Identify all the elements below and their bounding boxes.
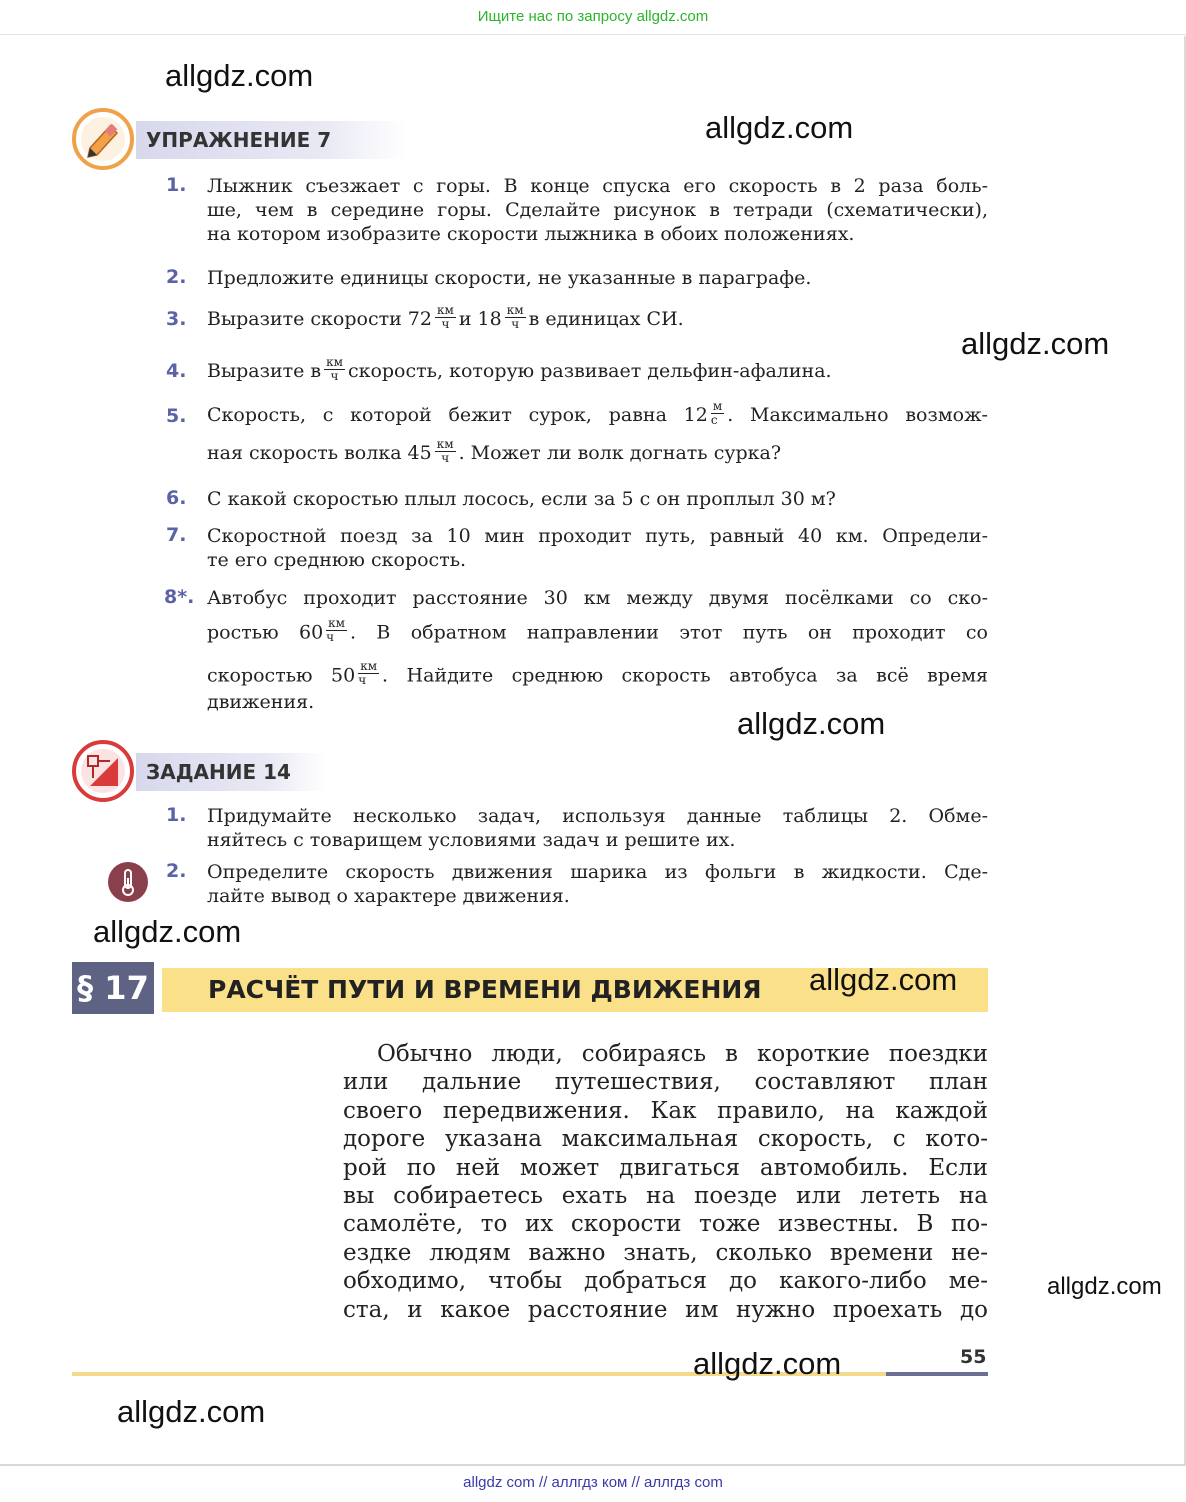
item-number: 1. xyxy=(166,174,187,196)
watermark: allgdz.com xyxy=(705,110,854,145)
watermark: allgdz.com xyxy=(961,326,1110,361)
exercise-item-6: С какой скоростью плыл лосось, если за 5 с он проплыл 30 м? xyxy=(207,488,836,510)
fraction-km-h: $\frac{км}{ч}$ xyxy=(436,436,454,465)
item-number: 1. xyxy=(166,804,187,826)
exercise-item-7: Скоростной поезд за 10 мин проходит путь, равный 40 км. Определи- те его среднюю скорость. xyxy=(207,525,988,571)
pencil-icon xyxy=(72,108,134,170)
exercise-item-8: Автобус проходит расстояние 30 км между двумя посёлками со ско- ростью 60 $\frac{км}{ч}$ . В обратном направлении этот путь он проходит со скоростью 50 $\frac{км}{ч}$ . Найдите среднюю скорость автобуса за всё время движения. xyxy=(207,587,988,713)
footer-rule-accent xyxy=(886,1372,988,1376)
exercise-item-4: Выразите в $\frac{км}{ч}$ скорость, которую развивает дельфин-афалина. xyxy=(207,354,832,383)
item-number: 6. xyxy=(166,487,187,509)
exercise-item-2: Предложите единицы скорости, не указанные в параграфе. xyxy=(207,267,812,289)
exercise-item-5: Скорость, с которой бежит сурок, равна 12 $\frac{м}{с}$ . Максимально возмож- ная скорость волка 45 $\frac{км}{ч}$ . Может ли волк догнать сурка? xyxy=(207,398,988,465)
item-number: 3. xyxy=(166,308,187,330)
fraction-km-h: $\frac{км}{ч}$ xyxy=(358,659,378,687)
watermark: allgdz.com xyxy=(93,914,242,949)
item-number: 5. xyxy=(166,405,187,427)
watermark: allgdz.com xyxy=(737,706,886,741)
section-body: Обычно люди, собираясь в короткие поездки или дальние путешествия, составляют план своего передвижения. Как правило, на каждой дороге указана максимальная скорость, с кото- рой по ней может двигаться автомобиль. Если вы собираетесь ехать на поезде или лететь на самолёте, то их скорости тоже известны. В по- ездке людям важно знать, сколько времени не- обходимо, чтобы добраться до какого-либо ме- ста, и какое расстояние им нужно проехать до xyxy=(343,1041,988,1323)
section-number: § 17 xyxy=(72,962,154,1014)
item-number: 4. xyxy=(166,360,187,382)
exercise-item-3: Выразите скорости 72 $\frac{км}{ч}$ и 18 $\frac{км}{ч}$ в единицах СИ. xyxy=(207,302,684,331)
page-number: 55 xyxy=(960,1346,987,1368)
fraction-m-s: $\frac{м}{с}$ xyxy=(710,398,723,427)
watermark: allgdz.com xyxy=(1047,1273,1162,1300)
fraction-km-h: $\frac{км}{ч}$ xyxy=(506,302,524,331)
fraction-km-h: $\frac{км}{ч}$ xyxy=(326,354,343,383)
thermometer-icon xyxy=(108,862,148,902)
item-number: 2. xyxy=(166,266,187,288)
top-banner[interactable]: Ищите нас по запросу allgdz.com xyxy=(0,0,1186,35)
exercise-title: УПРАЖНЕНИЕ 7 xyxy=(136,121,406,159)
watermark: allgdz.com xyxy=(693,1346,842,1381)
watermark: allgdz.com xyxy=(809,962,958,997)
task-item-2: Определите скорость движения шарика из фольги в жидкости. Сде- лайте вывод о характере движения. xyxy=(207,861,988,907)
watermark: allgdz.com xyxy=(117,1394,266,1429)
task-item-1: Придумайте несколько задач, используя данные таблицы 2. Обме- няйтесь с товарищем условиями задач и решите их. xyxy=(207,805,988,851)
section-title: РАСЧЁТ ПУТИ И ВРЕМЕНИ ДВИЖЕНИЯ xyxy=(162,968,988,1012)
fraction-km-h: $\frac{км}{ч}$ xyxy=(437,302,454,331)
watermark: allgdz.com xyxy=(165,58,314,93)
item-number: 2. xyxy=(166,860,187,882)
item-number: 8*. xyxy=(164,586,195,608)
item-number: 7. xyxy=(166,524,187,546)
exercise-item-1: Лыжник съезжает с горы. В конце спуска его скорость в 2 раза боль- ше, чем в середине горы. Сделайте рисунок в тетради (схематически), на котором изобразите скорости лыжника в обоих положениях. xyxy=(207,175,988,245)
bottom-links[interactable]: allgdz com // аллгдз ком // аллгдз com xyxy=(463,1474,723,1491)
task-icon xyxy=(72,740,134,802)
fraction-km-h: $\frac{км}{ч}$ xyxy=(326,616,346,644)
task-title: ЗАДАНИЕ 14 xyxy=(136,753,326,791)
